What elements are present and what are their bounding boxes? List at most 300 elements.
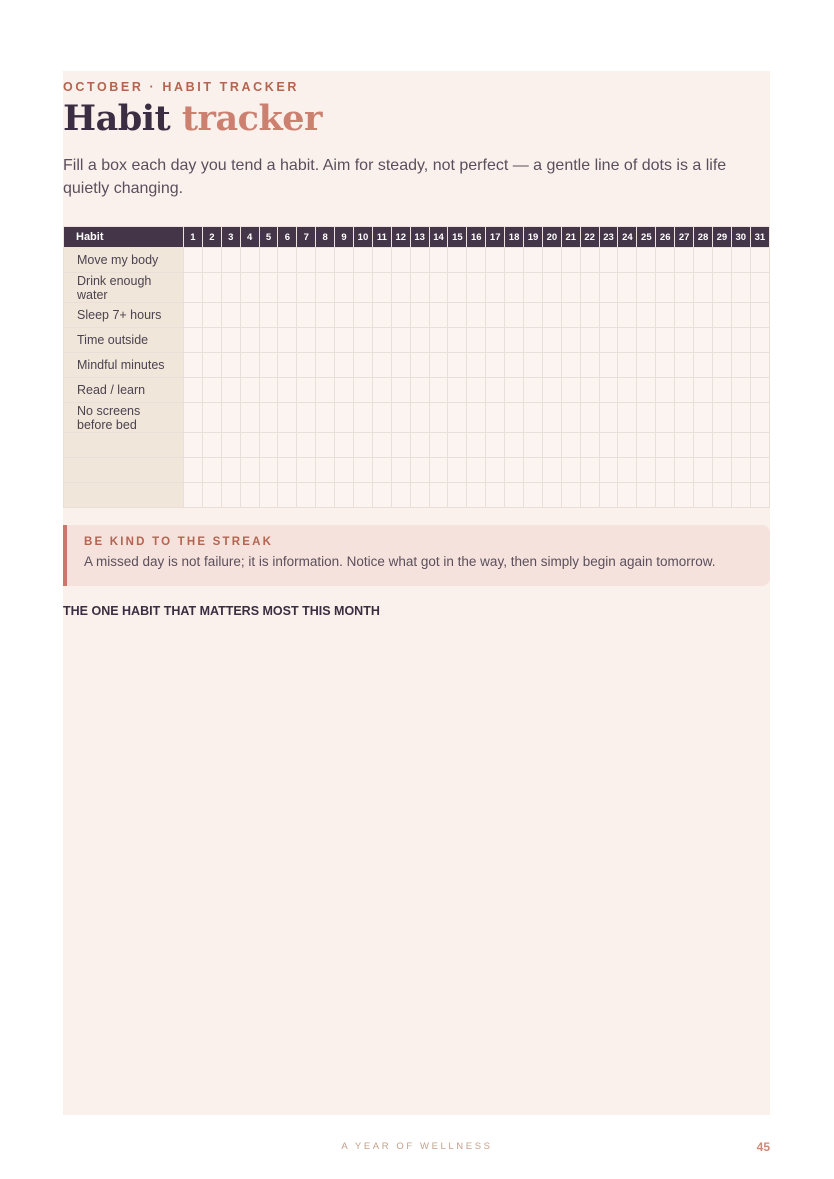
day-checkbox-cell[interactable] — [599, 353, 618, 378]
day-checkbox-cell[interactable] — [505, 353, 524, 378]
day-checkbox-cell[interactable] — [599, 458, 618, 483]
day-checkbox-cell[interactable] — [694, 483, 713, 508]
day-checkbox-cell[interactable] — [599, 273, 618, 303]
day-checkbox-cell[interactable] — [429, 433, 448, 458]
day-checkbox-cell[interactable] — [694, 458, 713, 483]
day-checkbox-cell[interactable] — [184, 433, 203, 458]
day-checkbox-cell[interactable] — [259, 248, 278, 273]
day-checkbox-cell[interactable] — [505, 433, 524, 458]
day-checkbox-cell[interactable] — [486, 303, 505, 328]
day-checkbox-cell[interactable] — [316, 458, 335, 483]
day-checkbox-cell[interactable] — [750, 403, 769, 433]
day-checkbox-cell[interactable] — [675, 303, 694, 328]
day-checkbox-cell[interactable] — [750, 328, 769, 353]
day-checkbox-cell[interactable] — [618, 273, 637, 303]
day-checkbox-cell[interactable] — [599, 433, 618, 458]
day-checkbox-cell[interactable] — [240, 458, 259, 483]
habit-name[interactable] — [64, 433, 184, 458]
day-checkbox-cell[interactable] — [354, 483, 373, 508]
day-checkbox-cell[interactable] — [712, 248, 731, 273]
day-checkbox-cell[interactable] — [259, 458, 278, 483]
day-checkbox-cell[interactable] — [712, 403, 731, 433]
day-checkbox-cell[interactable] — [580, 483, 599, 508]
day-checkbox-cell[interactable] — [524, 353, 543, 378]
day-checkbox-cell[interactable] — [278, 248, 297, 273]
day-checkbox-cell[interactable] — [202, 328, 221, 353]
day-checkbox-cell[interactable] — [505, 303, 524, 328]
day-checkbox-cell[interactable] — [202, 353, 221, 378]
day-checkbox-cell[interactable] — [486, 483, 505, 508]
day-checkbox-cell[interactable] — [542, 433, 561, 458]
day-checkbox-cell[interactable] — [297, 353, 316, 378]
day-checkbox-cell[interactable] — [561, 433, 580, 458]
day-checkbox-cell[interactable] — [524, 328, 543, 353]
day-checkbox-cell[interactable] — [202, 248, 221, 273]
day-checkbox-cell[interactable] — [561, 328, 580, 353]
day-checkbox-cell[interactable] — [316, 303, 335, 328]
day-checkbox-cell[interactable] — [391, 248, 410, 273]
day-checkbox-cell[interactable] — [694, 328, 713, 353]
day-checkbox-cell[interactable] — [278, 378, 297, 403]
day-checkbox-cell[interactable] — [278, 458, 297, 483]
day-checkbox-cell[interactable] — [618, 433, 637, 458]
day-checkbox-cell[interactable] — [656, 433, 675, 458]
day-checkbox-cell[interactable] — [750, 248, 769, 273]
day-checkbox-cell[interactable] — [694, 273, 713, 303]
day-checkbox-cell[interactable] — [561, 458, 580, 483]
day-checkbox-cell[interactable] — [750, 273, 769, 303]
day-checkbox-cell[interactable] — [278, 403, 297, 433]
day-checkbox-cell[interactable] — [467, 328, 486, 353]
day-checkbox-cell[interactable] — [448, 433, 467, 458]
day-checkbox-cell[interactable] — [467, 248, 486, 273]
day-checkbox-cell[interactable] — [391, 433, 410, 458]
day-checkbox-cell[interactable] — [316, 273, 335, 303]
day-checkbox-cell[interactable] — [410, 328, 429, 353]
day-checkbox-cell[interactable] — [750, 433, 769, 458]
day-checkbox-cell[interactable] — [448, 403, 467, 433]
day-checkbox-cell[interactable] — [486, 403, 505, 433]
day-checkbox-cell[interactable] — [410, 433, 429, 458]
day-checkbox-cell[interactable] — [656, 248, 675, 273]
day-checkbox-cell[interactable] — [448, 458, 467, 483]
day-checkbox-cell[interactable] — [505, 328, 524, 353]
day-checkbox-cell[interactable] — [354, 248, 373, 273]
day-checkbox-cell[interactable] — [637, 328, 656, 353]
day-checkbox-cell[interactable] — [561, 353, 580, 378]
day-checkbox-cell[interactable] — [467, 378, 486, 403]
day-checkbox-cell[interactable] — [354, 458, 373, 483]
day-checkbox-cell[interactable] — [448, 273, 467, 303]
day-checkbox-cell[interactable] — [410, 273, 429, 303]
day-checkbox-cell[interactable] — [429, 328, 448, 353]
day-checkbox-cell[interactable] — [524, 273, 543, 303]
day-checkbox-cell[interactable] — [316, 353, 335, 378]
day-checkbox-cell[interactable] — [750, 378, 769, 403]
day-checkbox-cell[interactable] — [184, 303, 203, 328]
day-checkbox-cell[interactable] — [561, 273, 580, 303]
day-checkbox-cell[interactable] — [467, 403, 486, 433]
day-checkbox-cell[interactable] — [580, 458, 599, 483]
day-checkbox-cell[interactable] — [580, 248, 599, 273]
day-checkbox-cell[interactable] — [712, 353, 731, 378]
day-checkbox-cell[interactable] — [561, 303, 580, 328]
day-checkbox-cell[interactable] — [202, 483, 221, 508]
day-checkbox-cell[interactable] — [694, 248, 713, 273]
day-checkbox-cell[interactable] — [221, 303, 240, 328]
day-checkbox-cell[interactable] — [467, 483, 486, 508]
day-checkbox-cell[interactable] — [259, 303, 278, 328]
day-checkbox-cell[interactable] — [618, 483, 637, 508]
day-checkbox-cell[interactable] — [675, 248, 694, 273]
day-checkbox-cell[interactable] — [240, 273, 259, 303]
day-checkbox-cell[interactable] — [486, 433, 505, 458]
day-checkbox-cell[interactable] — [731, 273, 750, 303]
day-checkbox-cell[interactable] — [221, 483, 240, 508]
day-checkbox-cell[interactable] — [712, 458, 731, 483]
day-checkbox-cell[interactable] — [335, 458, 354, 483]
day-checkbox-cell[interactable] — [278, 303, 297, 328]
day-checkbox-cell[interactable] — [410, 248, 429, 273]
day-checkbox-cell[interactable] — [675, 273, 694, 303]
day-checkbox-cell[interactable] — [335, 273, 354, 303]
day-checkbox-cell[interactable] — [524, 378, 543, 403]
day-checkbox-cell[interactable] — [372, 433, 391, 458]
day-checkbox-cell[interactable] — [675, 378, 694, 403]
day-checkbox-cell[interactable] — [429, 303, 448, 328]
day-checkbox-cell[interactable] — [675, 483, 694, 508]
day-checkbox-cell[interactable] — [637, 378, 656, 403]
day-checkbox-cell[interactable] — [297, 483, 316, 508]
day-checkbox-cell[interactable] — [656, 273, 675, 303]
day-checkbox-cell[interactable] — [372, 483, 391, 508]
day-checkbox-cell[interactable] — [297, 433, 316, 458]
day-checkbox-cell[interactable] — [297, 303, 316, 328]
day-checkbox-cell[interactable] — [580, 303, 599, 328]
day-checkbox-cell[interactable] — [486, 273, 505, 303]
day-checkbox-cell[interactable] — [240, 328, 259, 353]
day-checkbox-cell[interactable] — [599, 248, 618, 273]
day-checkbox-cell[interactable] — [542, 403, 561, 433]
day-checkbox-cell[interactable] — [656, 403, 675, 433]
day-checkbox-cell[interactable] — [335, 403, 354, 433]
day-checkbox-cell[interactable] — [694, 303, 713, 328]
day-checkbox-cell[interactable] — [486, 328, 505, 353]
day-checkbox-cell[interactable] — [335, 378, 354, 403]
day-checkbox-cell[interactable] — [259, 433, 278, 458]
day-checkbox-cell[interactable] — [221, 273, 240, 303]
day-checkbox-cell[interactable] — [580, 353, 599, 378]
day-checkbox-cell[interactable] — [618, 458, 637, 483]
day-checkbox-cell[interactable] — [637, 273, 656, 303]
day-checkbox-cell[interactable] — [278, 483, 297, 508]
day-checkbox-cell[interactable] — [580, 273, 599, 303]
day-checkbox-cell[interactable] — [524, 483, 543, 508]
day-checkbox-cell[interactable] — [731, 483, 750, 508]
day-checkbox-cell[interactable] — [335, 328, 354, 353]
day-checkbox-cell[interactable] — [561, 403, 580, 433]
day-checkbox-cell[interactable] — [712, 433, 731, 458]
day-checkbox-cell[interactable] — [637, 303, 656, 328]
day-checkbox-cell[interactable] — [731, 458, 750, 483]
day-checkbox-cell[interactable] — [221, 403, 240, 433]
day-checkbox-cell[interactable] — [618, 403, 637, 433]
day-checkbox-cell[interactable] — [297, 273, 316, 303]
day-checkbox-cell[interactable] — [637, 353, 656, 378]
day-checkbox-cell[interactable] — [524, 248, 543, 273]
day-checkbox-cell[interactable] — [410, 403, 429, 433]
day-checkbox-cell[interactable] — [656, 328, 675, 353]
day-checkbox-cell[interactable] — [712, 328, 731, 353]
day-checkbox-cell[interactable] — [240, 353, 259, 378]
day-checkbox-cell[interactable] — [184, 483, 203, 508]
day-checkbox-cell[interactable] — [372, 248, 391, 273]
day-checkbox-cell[interactable] — [675, 433, 694, 458]
day-checkbox-cell[interactable] — [505, 378, 524, 403]
day-checkbox-cell[interactable] — [694, 353, 713, 378]
day-checkbox-cell[interactable] — [731, 328, 750, 353]
day-checkbox-cell[interactable] — [240, 378, 259, 403]
day-checkbox-cell[interactable] — [618, 353, 637, 378]
day-checkbox-cell[interactable] — [316, 328, 335, 353]
day-checkbox-cell[interactable] — [712, 378, 731, 403]
day-checkbox-cell[interactable] — [259, 403, 278, 433]
day-checkbox-cell[interactable] — [505, 248, 524, 273]
day-checkbox-cell[interactable] — [221, 458, 240, 483]
day-checkbox-cell[interactable] — [184, 378, 203, 403]
day-checkbox-cell[interactable] — [429, 403, 448, 433]
day-checkbox-cell[interactable] — [316, 483, 335, 508]
day-checkbox-cell[interactable] — [561, 483, 580, 508]
day-checkbox-cell[interactable] — [599, 328, 618, 353]
day-checkbox-cell[interactable] — [221, 433, 240, 458]
day-checkbox-cell[interactable] — [694, 403, 713, 433]
day-checkbox-cell[interactable] — [429, 483, 448, 508]
day-checkbox-cell[interactable] — [618, 303, 637, 328]
day-checkbox-cell[interactable] — [486, 378, 505, 403]
day-checkbox-cell[interactable] — [580, 403, 599, 433]
day-checkbox-cell[interactable] — [202, 433, 221, 458]
day-checkbox-cell[interactable] — [297, 403, 316, 433]
day-checkbox-cell[interactable] — [410, 353, 429, 378]
day-checkbox-cell[interactable] — [184, 353, 203, 378]
day-checkbox-cell[interactable] — [184, 248, 203, 273]
day-checkbox-cell[interactable] — [259, 483, 278, 508]
day-checkbox-cell[interactable] — [637, 248, 656, 273]
day-checkbox-cell[interactable] — [202, 273, 221, 303]
day-checkbox-cell[interactable] — [580, 433, 599, 458]
day-checkbox-cell[interactable] — [561, 248, 580, 273]
day-checkbox-cell[interactable] — [202, 378, 221, 403]
day-checkbox-cell[interactable] — [486, 458, 505, 483]
day-checkbox-cell[interactable] — [372, 273, 391, 303]
day-checkbox-cell[interactable] — [221, 378, 240, 403]
day-checkbox-cell[interactable] — [372, 403, 391, 433]
day-checkbox-cell[interactable] — [391, 378, 410, 403]
day-checkbox-cell[interactable] — [486, 248, 505, 273]
day-checkbox-cell[interactable] — [429, 273, 448, 303]
day-checkbox-cell[interactable] — [524, 303, 543, 328]
day-checkbox-cell[interactable] — [656, 353, 675, 378]
day-checkbox-cell[interactable] — [712, 303, 731, 328]
day-checkbox-cell[interactable] — [316, 403, 335, 433]
day-checkbox-cell[interactable] — [580, 378, 599, 403]
day-checkbox-cell[interactable] — [202, 303, 221, 328]
day-checkbox-cell[interactable] — [599, 483, 618, 508]
day-checkbox-cell[interactable] — [542, 378, 561, 403]
day-checkbox-cell[interactable] — [694, 378, 713, 403]
day-checkbox-cell[interactable] — [656, 303, 675, 328]
day-checkbox-cell[interactable] — [429, 353, 448, 378]
day-checkbox-cell[interactable] — [524, 433, 543, 458]
day-checkbox-cell[interactable] — [750, 458, 769, 483]
day-checkbox-cell[interactable] — [467, 458, 486, 483]
day-checkbox-cell[interactable] — [184, 403, 203, 433]
day-checkbox-cell[interactable] — [675, 458, 694, 483]
day-checkbox-cell[interactable] — [354, 328, 373, 353]
day-checkbox-cell[interactable] — [542, 458, 561, 483]
day-checkbox-cell[interactable] — [467, 273, 486, 303]
day-checkbox-cell[interactable] — [429, 248, 448, 273]
day-checkbox-cell[interactable] — [448, 328, 467, 353]
day-checkbox-cell[interactable] — [278, 433, 297, 458]
day-checkbox-cell[interactable] — [712, 273, 731, 303]
day-checkbox-cell[interactable] — [731, 303, 750, 328]
day-checkbox-cell[interactable] — [637, 483, 656, 508]
day-checkbox-cell[interactable] — [202, 458, 221, 483]
day-checkbox-cell[interactable] — [448, 353, 467, 378]
day-checkbox-cell[interactable] — [675, 353, 694, 378]
day-checkbox-cell[interactable] — [316, 248, 335, 273]
day-checkbox-cell[interactable] — [505, 483, 524, 508]
day-checkbox-cell[interactable] — [259, 328, 278, 353]
day-checkbox-cell[interactable] — [467, 353, 486, 378]
day-checkbox-cell[interactable] — [524, 403, 543, 433]
day-checkbox-cell[interactable] — [240, 303, 259, 328]
day-checkbox-cell[interactable] — [391, 303, 410, 328]
day-checkbox-cell[interactable] — [240, 433, 259, 458]
day-checkbox-cell[interactable] — [542, 353, 561, 378]
day-checkbox-cell[interactable] — [184, 458, 203, 483]
day-checkbox-cell[interactable] — [429, 378, 448, 403]
day-checkbox-cell[interactable] — [731, 353, 750, 378]
day-checkbox-cell[interactable] — [297, 378, 316, 403]
day-checkbox-cell[interactable] — [429, 458, 448, 483]
day-checkbox-cell[interactable] — [618, 248, 637, 273]
day-checkbox-cell[interactable] — [391, 403, 410, 433]
day-checkbox-cell[interactable] — [354, 303, 373, 328]
day-checkbox-cell[interactable] — [391, 273, 410, 303]
day-checkbox-cell[interactable] — [731, 403, 750, 433]
day-checkbox-cell[interactable] — [335, 303, 354, 328]
day-checkbox-cell[interactable] — [731, 378, 750, 403]
day-checkbox-cell[interactable] — [656, 458, 675, 483]
day-checkbox-cell[interactable] — [618, 328, 637, 353]
day-checkbox-cell[interactable] — [467, 303, 486, 328]
day-checkbox-cell[interactable] — [731, 433, 750, 458]
day-checkbox-cell[interactable] — [354, 378, 373, 403]
day-checkbox-cell[interactable] — [372, 328, 391, 353]
day-checkbox-cell[interactable] — [240, 248, 259, 273]
day-checkbox-cell[interactable] — [297, 328, 316, 353]
day-checkbox-cell[interactable] — [372, 458, 391, 483]
day-checkbox-cell[interactable] — [561, 378, 580, 403]
day-checkbox-cell[interactable] — [618, 378, 637, 403]
day-checkbox-cell[interactable] — [391, 328, 410, 353]
day-checkbox-cell[interactable] — [656, 378, 675, 403]
day-checkbox-cell[interactable] — [542, 273, 561, 303]
day-checkbox-cell[interactable] — [448, 483, 467, 508]
day-checkbox-cell[interactable] — [221, 248, 240, 273]
day-checkbox-cell[interactable] — [297, 458, 316, 483]
day-checkbox-cell[interactable] — [542, 328, 561, 353]
day-checkbox-cell[interactable] — [391, 458, 410, 483]
day-checkbox-cell[interactable] — [637, 433, 656, 458]
day-checkbox-cell[interactable] — [750, 303, 769, 328]
day-checkbox-cell[interactable] — [448, 248, 467, 273]
day-checkbox-cell[interactable] — [656, 483, 675, 508]
day-checkbox-cell[interactable] — [184, 273, 203, 303]
day-checkbox-cell[interactable] — [184, 328, 203, 353]
day-checkbox-cell[interactable] — [505, 403, 524, 433]
day-checkbox-cell[interactable] — [410, 378, 429, 403]
day-checkbox-cell[interactable] — [240, 483, 259, 508]
day-checkbox-cell[interactable] — [259, 353, 278, 378]
day-checkbox-cell[interactable] — [335, 353, 354, 378]
day-checkbox-cell[interactable] — [448, 378, 467, 403]
day-checkbox-cell[interactable] — [240, 403, 259, 433]
day-checkbox-cell[interactable] — [599, 303, 618, 328]
day-checkbox-cell[interactable] — [410, 458, 429, 483]
day-checkbox-cell[interactable] — [580, 328, 599, 353]
day-checkbox-cell[interactable] — [542, 483, 561, 508]
day-checkbox-cell[interactable] — [259, 273, 278, 303]
day-checkbox-cell[interactable] — [335, 248, 354, 273]
day-checkbox-cell[interactable] — [372, 303, 391, 328]
day-checkbox-cell[interactable] — [675, 328, 694, 353]
day-checkbox-cell[interactable] — [712, 483, 731, 508]
day-checkbox-cell[interactable] — [335, 433, 354, 458]
day-checkbox-cell[interactable] — [448, 303, 467, 328]
day-checkbox-cell[interactable] — [505, 458, 524, 483]
day-checkbox-cell[interactable] — [637, 458, 656, 483]
habit-name[interactable] — [64, 483, 184, 508]
day-checkbox-cell[interactable] — [354, 273, 373, 303]
day-checkbox-cell[interactable] — [542, 303, 561, 328]
day-checkbox-cell[interactable] — [467, 433, 486, 458]
day-checkbox-cell[interactable] — [391, 483, 410, 508]
day-checkbox-cell[interactable] — [505, 273, 524, 303]
day-checkbox-cell[interactable] — [278, 273, 297, 303]
day-checkbox-cell[interactable] — [750, 483, 769, 508]
day-checkbox-cell[interactable] — [354, 433, 373, 458]
day-checkbox-cell[interactable] — [335, 483, 354, 508]
day-checkbox-cell[interactable] — [637, 403, 656, 433]
day-checkbox-cell[interactable] — [542, 248, 561, 273]
day-checkbox-cell[interactable] — [675, 403, 694, 433]
day-checkbox-cell[interactable] — [221, 353, 240, 378]
day-checkbox-cell[interactable] — [372, 378, 391, 403]
day-checkbox-cell[interactable] — [372, 353, 391, 378]
day-checkbox-cell[interactable] — [221, 328, 240, 353]
day-checkbox-cell[interactable] — [599, 403, 618, 433]
day-checkbox-cell[interactable] — [354, 403, 373, 433]
day-checkbox-cell[interactable] — [278, 328, 297, 353]
day-checkbox-cell[interactable] — [297, 248, 316, 273]
day-checkbox-cell[interactable] — [731, 248, 750, 273]
day-checkbox-cell[interactable] — [202, 403, 221, 433]
day-checkbox-cell[interactable] — [391, 353, 410, 378]
